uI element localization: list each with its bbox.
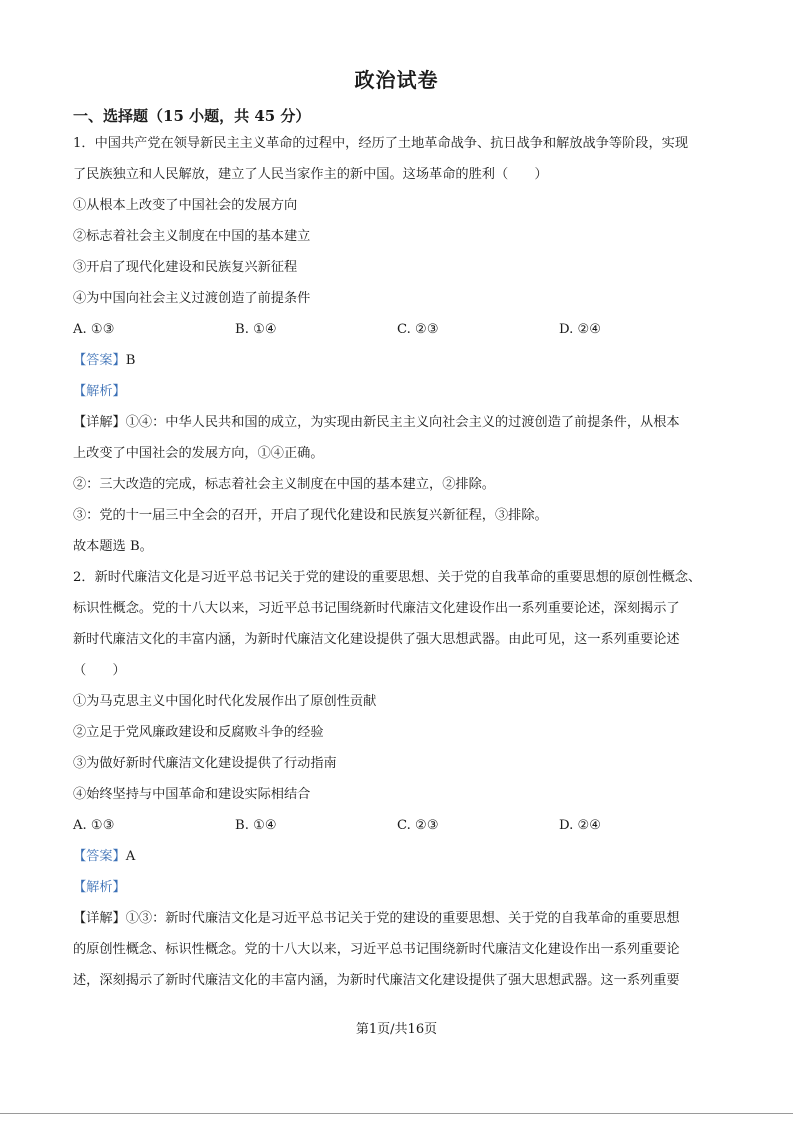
q1-choice-c: C. ②③	[397, 322, 439, 337]
q1-answer-tag: 【答案】	[73, 353, 126, 368]
q2-stem-line-2: 标识性概念。党的十八大以来，习近平总书记围绕新时代廉洁文化建设作出一系列重要论述，深刻揭示了	[73, 601, 680, 616]
q2-analysis	[73, 872, 723, 903]
q1-answer-value: B	[125, 353, 136, 368]
section-heading: 一、选择题（15 小题，共 45 分）	[73, 107, 311, 125]
q1-detail-line-3: ②：三大改造的完成，标志着社会主义制度在中国的基本建立，②排除。	[73, 477, 495, 492]
page-footer: 第1页/共16页	[355, 1022, 438, 1037]
q1-option-4: ④为中国向社会主义过渡创造了前提条件	[73, 291, 311, 306]
q1-analysis-tag: 【解析】	[73, 384, 126, 399]
bottom-divider	[0, 1113, 793, 1114]
q1-choice-d: D. ②④	[559, 322, 602, 337]
q2-answer	[73, 841, 723, 872]
q1-detail-text-1: ①④：中华人民共和国的成立，为实现由新民主主义向社会主义的过渡创造了前提条件，从根本	[125, 415, 680, 430]
q2-detail-line-3: 述，深刻揭示了新时代廉洁文化的丰富内涵，为新时代廉洁文化建设提供了强大思想武器。这一系列重要	[73, 973, 680, 988]
q2-choice-c: C. ②③	[397, 818, 439, 833]
q2-choices	[73, 810, 723, 841]
q1-answer	[73, 345, 723, 376]
q2-choice-d: D. ②④	[559, 818, 602, 833]
q1-option-2: ②标志着社会主义制度在中国的基本建立	[73, 229, 311, 244]
q2-option-1: ①为马克思主义中国化时代化发展作出了原创性贡献	[73, 694, 377, 709]
q1-detail-tag: 【详解】	[73, 415, 126, 430]
q2-option-3: ③为做好新时代廉洁文化建设提供了行动指南	[73, 756, 337, 771]
q2-option-4: ④始终坚持与中国革命和建设实际相结合	[73, 787, 311, 802]
q2-choice-a: A. ①③	[73, 818, 115, 833]
q2-detail-line-2: 的原创性概念、标识性概念。党的十八大以来，习近平总书记围绕新时代廉洁文化建设作出一系列重要论	[73, 942, 680, 957]
q1-choices	[73, 314, 723, 345]
page-title: 政治试卷	[354, 68, 439, 92]
q1-choice-b: B. ①④	[235, 322, 277, 337]
q2-detail-tag: 【详解】	[73, 911, 126, 926]
q2-answer-tag: 【答案】	[73, 849, 126, 864]
q2-analysis-tag: 【解析】	[73, 880, 126, 895]
q2-stem-line-3: 新时代廉洁文化的丰富内涵，为新时代廉洁文化建设提供了强大思想武器。由此可见，这一系列重要论述	[73, 632, 680, 647]
q1-detail-line-2: 上改变了中国社会的发展方向，①④正确。	[73, 446, 324, 461]
document-body	[73, 128, 723, 996]
q2-stem-line-1: 2．新时代廉洁文化是习近平总书记关于党的建设的重要思想、关于党的自我革命的重要思想的原创性概念、	[73, 570, 702, 585]
q2-detail-text-1: ①③：新时代廉洁文化是习近平总书记关于党的建设的重要思想、关于党的自我革命的重要思想	[125, 911, 680, 926]
q2-answer-value: A	[125, 849, 136, 864]
q1-detail-line-4: ③：党的十一届三中全会的召开，开启了现代化建设和民族复兴新征程，③排除。	[73, 508, 548, 523]
q1-stem-line-2: 了民族独立和人民解放，建立了人民当家作主的新中国。这场革命的胜利（ ）	[73, 167, 548, 182]
q1-option-1: ①从根本上改变了中国社会的发展方向	[73, 198, 298, 213]
q1-stem-line-1: 1．中国共产党在领导新民主主义革命的过程中，经历了土地革命战争、抗日战争和解放战争等阶段，实现	[73, 136, 689, 151]
q1-analysis	[73, 376, 723, 407]
q2-choice-b: B. ①④	[235, 818, 277, 833]
q2-detail-line-1	[73, 903, 723, 934]
q1-conclusion: 故本题选 B。	[73, 539, 153, 554]
q2-option-2: ②立足于党风廉政建设和反腐败斗争的经验	[73, 725, 324, 740]
q1-option-3: ③开启了现代化建设和民族复兴新征程	[73, 260, 298, 275]
q2-stem-line-4: （ ）	[73, 663, 126, 678]
q1-detail-line-1	[73, 407, 723, 438]
q1-choice-a: A. ①③	[73, 322, 115, 337]
